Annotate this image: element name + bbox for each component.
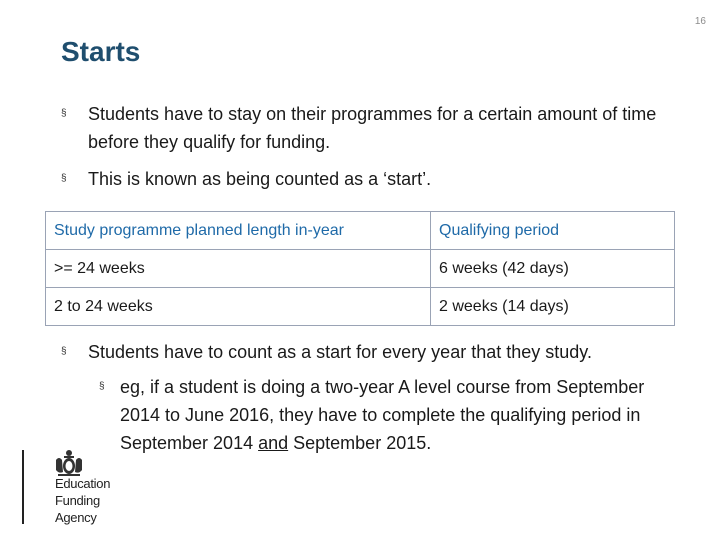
sub-bullet-text-end: September 2015. — [288, 433, 432, 453]
bullet-text: Students have to count as a start for every year that they study. — [88, 342, 592, 362]
qualifying-period-table — [45, 211, 675, 326]
bullet-item — [61, 165, 671, 193]
bullet-text: This is known as being counted as a ‘start’. — [88, 169, 432, 189]
bullet-marker: § — [61, 108, 67, 119]
sub-bullet-text — [120, 373, 659, 457]
bullet-marker: § — [99, 381, 105, 392]
slide-number: 16 — [694, 16, 706, 27]
table-row — [46, 250, 675, 288]
table-cell: 6 weeks (42 days) — [431, 250, 675, 288]
royal-crest-icon — [52, 448, 86, 478]
bullet-text: Students have to stay on their programmes for a certain amount of time before they qualify for funding. — [88, 104, 657, 152]
table-cell: 2 to 24 weeks — [46, 288, 431, 326]
sub-bullet-item — [99, 373, 659, 457]
bullet-item — [61, 338, 671, 366]
agency-name: Education Funding Agency — [55, 476, 111, 525]
logo-rule — [22, 450, 24, 524]
agency-logo — [22, 448, 152, 528]
bullet-marker: § — [61, 173, 67, 184]
table-row — [46, 288, 675, 326]
bullet-item — [61, 100, 671, 156]
table-cell: 2 weeks (14 days) — [431, 288, 675, 326]
table-header-cell: Study programme planned length in-year — [46, 212, 431, 250]
bullet-marker: § — [61, 346, 67, 357]
table-header-row — [46, 212, 675, 250]
table-header-cell: Qualifying period — [431, 212, 675, 250]
sub-bullet-text-start: eg, if a student is doing a two-year A level course from September 2014 to June 2016, they have to complete the qualifying period in September 2014 — [120, 377, 645, 453]
underlined-emphasis: and — [258, 433, 289, 453]
table-cell: >= 24 weeks — [46, 250, 431, 288]
slide-title: Starts — [61, 36, 141, 67]
